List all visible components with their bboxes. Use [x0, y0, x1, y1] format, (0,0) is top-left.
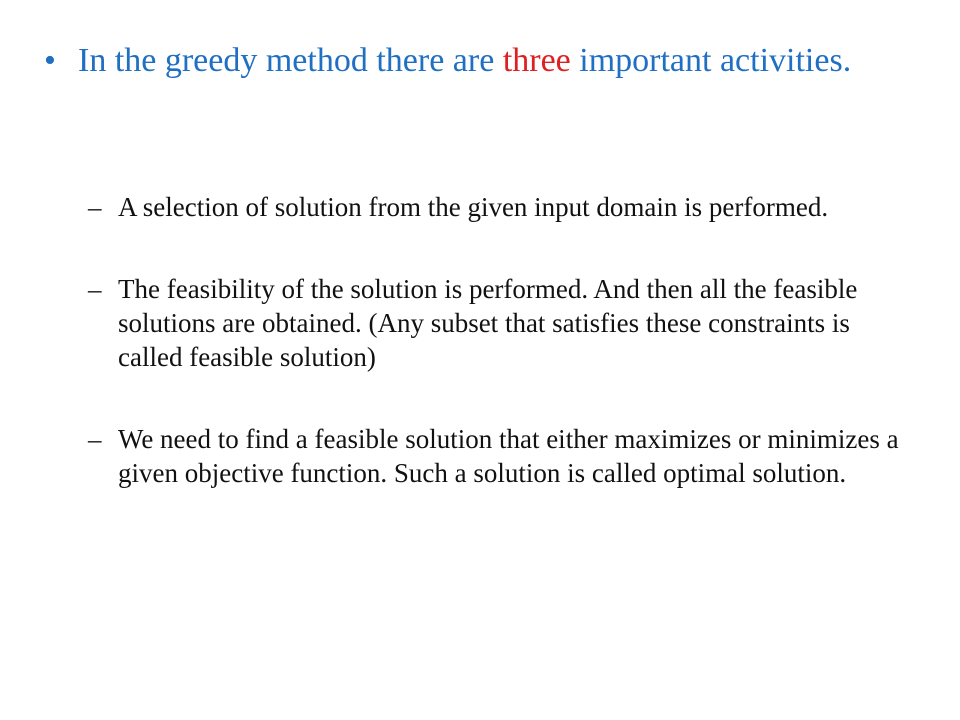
sub-bullet-marker: –	[88, 424, 102, 454]
sub-bullet-item	[88, 190, 908, 224]
sub-bullet-item	[88, 422, 908, 490]
sub-bullet-list	[88, 190, 908, 538]
main-bullet	[44, 40, 904, 82]
sub-bullet-marker: –	[88, 274, 102, 304]
bullet-marker: •	[44, 42, 56, 79]
sub-bullet-text: A selection of solution from the given input domain is performed.	[118, 192, 829, 222]
sub-bullet-text: The feasibility of the solution is performed. And then all the feasible solutions are obtained. (Any subset that satisfies these constraints is called feasible solution)	[118, 274, 858, 372]
main-bullet-prefix: In the greedy method there are	[78, 42, 503, 79]
main-bullet-text	[78, 40, 904, 82]
sub-bullet-marker: –	[88, 192, 102, 222]
sub-bullet-item	[88, 272, 908, 374]
main-bullet-highlight: three	[502, 42, 571, 79]
main-bullet-suffix: important activities.	[570, 42, 852, 79]
sub-bullet-text: We need to find a feasible solution that either maximizes or minimizes a given objective function. Such a solution is called optimal solution.	[118, 424, 899, 488]
